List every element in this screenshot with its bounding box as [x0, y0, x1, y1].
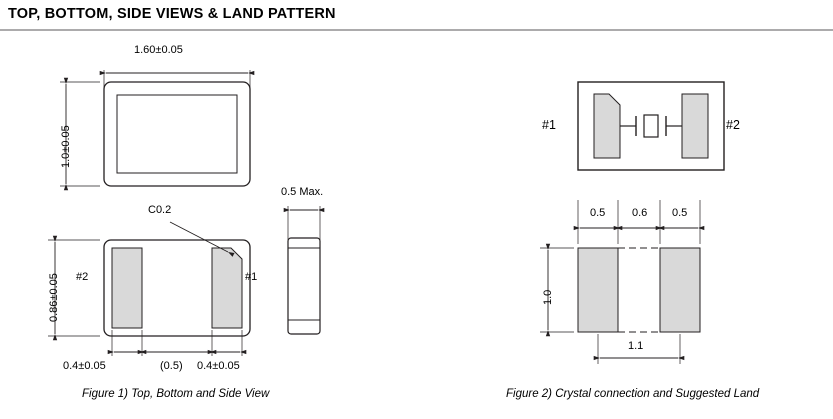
page-title: TOP, BOTTOM, SIDE VIEWS & LAND PATTERN [8, 6, 336, 22]
dimension-top-view-width: 1.60±0.05 [134, 44, 183, 56]
pin-label-bottom-left: #2 [76, 271, 89, 283]
pin-label-bottom-right: #1 [245, 271, 258, 283]
dimension-land-pad-right: 0.5 [672, 207, 688, 219]
side-view-thickness-dimension [288, 206, 320, 242]
crystal-connection-symbol [578, 82, 724, 170]
dimension-bottom-view-height: 0.86±0.05 [48, 273, 60, 322]
figure-2-caption: Figure 2) Crystal connection and Suggested Land [506, 388, 760, 400]
dimension-land-total-width: 1.1 [628, 340, 644, 352]
dimension-land-height: 1.0 [542, 289, 554, 305]
dimension-pad-right: 0.4±0.05 [197, 360, 240, 372]
land-pattern [578, 248, 700, 332]
dimension-top-view-height: 1.0±0.05 [60, 125, 72, 168]
bottom-view-body [104, 240, 250, 336]
dimension-pad-left: 0.4±0.05 [63, 360, 106, 372]
chamfer-leader [170, 222, 228, 252]
pin-label-crystal-left: #1 [542, 118, 556, 132]
top-view-width-dimension [104, 70, 250, 88]
dimension-chamfer: C0.2 [148, 204, 172, 216]
figure-1-caption: Figure 1) Top, Bottom and Side View [82, 388, 270, 400]
pin-label-crystal-right: #2 [726, 118, 740, 132]
side-view-body [288, 238, 320, 334]
dimension-land-gap: 0.6 [632, 207, 648, 219]
top-view-body [104, 82, 250, 186]
dimension-side-thickness: 0.5 Max. [281, 186, 324, 198]
dimension-pad-gap: (0.5) [160, 360, 183, 372]
dimension-land-pad-left: 0.5 [590, 207, 606, 219]
bottom-view-pad-dimensions [112, 330, 242, 356]
